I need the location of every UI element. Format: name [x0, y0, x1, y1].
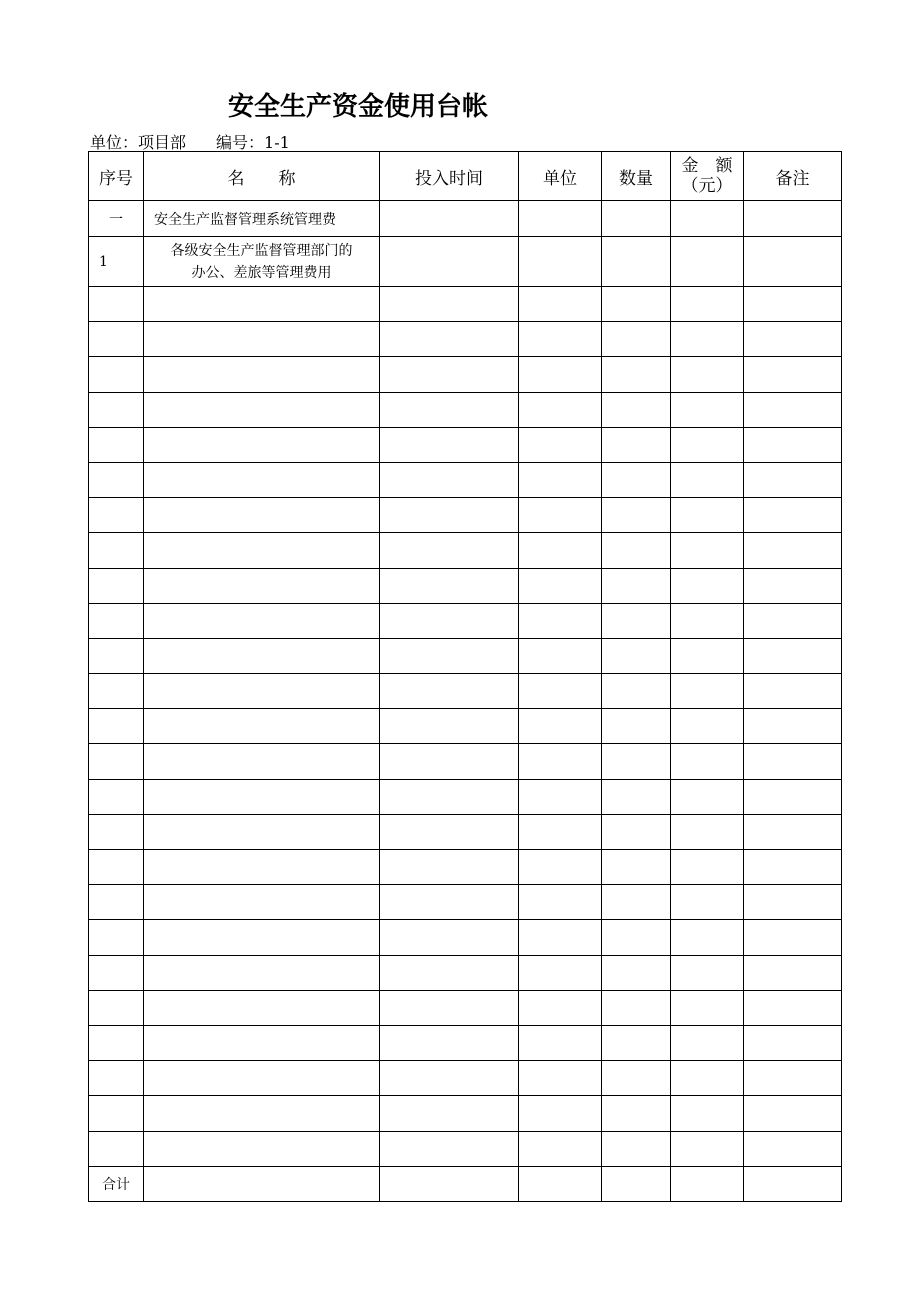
row-seq[interactable]	[89, 814, 144, 849]
row-seq[interactable]	[89, 498, 144, 533]
row-seq[interactable]	[89, 603, 144, 638]
row-remark[interactable]	[744, 885, 842, 920]
row-time[interactable]	[380, 779, 519, 814]
row-remark[interactable]	[744, 603, 842, 638]
row-unit[interactable]	[519, 920, 602, 955]
row-unit[interactable]	[519, 498, 602, 533]
row-seq[interactable]	[89, 850, 144, 885]
row-qty[interactable]	[602, 392, 671, 427]
row-amount[interactable]	[671, 814, 744, 849]
row-time[interactable]	[380, 287, 519, 322]
row-amount[interactable]	[671, 1131, 744, 1166]
row-qty[interactable]	[602, 674, 671, 709]
row-qty[interactable]	[602, 568, 671, 603]
table-row	[89, 779, 842, 814]
row-qty[interactable]	[602, 603, 671, 638]
row-time[interactable]	[380, 498, 519, 533]
row-name[interactable]	[144, 674, 380, 709]
row-name[interactable]	[144, 850, 380, 885]
row-remark[interactable]	[744, 357, 842, 392]
row-unit[interactable]	[519, 814, 602, 849]
row-amount[interactable]	[671, 533, 744, 568]
row-time[interactable]	[380, 955, 519, 990]
row-amount[interactable]	[671, 392, 744, 427]
unit-label: 单位：项目部	[90, 133, 187, 152]
row-amount[interactable]	[671, 201, 744, 237]
total-name[interactable]	[144, 1166, 380, 1201]
row-amount[interactable]	[671, 357, 744, 392]
row-amount[interactable]	[671, 709, 744, 744]
table-row	[89, 1131, 842, 1166]
row-name[interactable]	[144, 885, 380, 920]
row-qty[interactable]	[602, 850, 671, 885]
row-seq[interactable]	[89, 955, 144, 990]
total-time[interactable]	[380, 1166, 519, 1201]
table-row	[89, 237, 842, 287]
row-seq[interactable]	[89, 1061, 144, 1096]
row-qty[interactable]	[602, 201, 671, 237]
row-seq[interactable]	[89, 568, 144, 603]
table-row	[89, 322, 842, 357]
document-meta	[90, 130, 290, 153]
row-unit[interactable]	[519, 990, 602, 1025]
header-time: 投入时间	[380, 152, 519, 201]
ledger-table	[88, 151, 842, 1202]
row-seq[interactable]	[89, 392, 144, 427]
row-name[interactable]	[144, 1131, 380, 1166]
row-amount[interactable]	[671, 990, 744, 1025]
row-qty[interactable]	[602, 1025, 671, 1060]
header-amount-line2: （元）	[681, 176, 733, 196]
table-row	[89, 568, 842, 603]
header-row	[89, 152, 842, 201]
row-time[interactable]	[380, 237, 519, 287]
row-time[interactable]	[380, 638, 519, 673]
table-row	[89, 498, 842, 533]
row-qty[interactable]	[602, 990, 671, 1025]
row-unit[interactable]	[519, 392, 602, 427]
row-name[interactable]	[144, 322, 380, 357]
row-qty[interactable]	[602, 1131, 671, 1166]
row-seq[interactable]	[89, 779, 144, 814]
row-unit[interactable]	[519, 674, 602, 709]
row-qty[interactable]	[602, 779, 671, 814]
code-label: 编号：1-1	[216, 133, 290, 152]
row-time[interactable]	[380, 1131, 519, 1166]
row-amount[interactable]	[671, 498, 744, 533]
total-amount[interactable]	[671, 1166, 744, 1201]
row-unit[interactable]	[519, 1025, 602, 1060]
row-remark[interactable]	[744, 287, 842, 322]
row-seq: 一	[89, 201, 144, 237]
row-seq[interactable]	[89, 1131, 144, 1166]
row-remark[interactable]	[744, 1025, 842, 1060]
row-seq[interactable]	[89, 885, 144, 920]
header-qty: 数量	[602, 152, 671, 201]
row-seq[interactable]	[89, 638, 144, 673]
row-unit[interactable]	[519, 603, 602, 638]
row-remark[interactable]	[744, 990, 842, 1025]
row-remark[interactable]	[744, 237, 842, 287]
row-remark[interactable]	[744, 955, 842, 990]
row-name[interactable]	[144, 1096, 380, 1131]
table-row	[89, 709, 842, 744]
row-seq[interactable]	[89, 287, 144, 322]
row-remark[interactable]	[744, 779, 842, 814]
row-qty[interactable]	[602, 1061, 671, 1096]
row-amount[interactable]	[671, 462, 744, 497]
row-remark[interactable]	[744, 533, 842, 568]
header-name: 名 称	[144, 152, 380, 201]
row-unit[interactable]	[519, 237, 602, 287]
row-unit[interactable]	[519, 1131, 602, 1166]
row-seq[interactable]	[89, 462, 144, 497]
row-seq[interactable]	[89, 357, 144, 392]
row-name[interactable]	[144, 427, 380, 462]
row-amount[interactable]	[671, 920, 744, 955]
row-seq[interactable]	[89, 990, 144, 1025]
row-unit[interactable]	[519, 709, 602, 744]
row-time[interactable]	[380, 850, 519, 885]
table-row	[89, 392, 842, 427]
row-qty[interactable]	[602, 920, 671, 955]
row-amount[interactable]	[671, 603, 744, 638]
table-row	[89, 1096, 842, 1131]
row-name-line2: 办公、差旅等管理费用	[191, 264, 332, 281]
row-seq[interactable]	[89, 674, 144, 709]
table-row	[89, 955, 842, 990]
row-unit[interactable]	[519, 779, 602, 814]
row-remark[interactable]	[744, 462, 842, 497]
row-amount[interactable]	[671, 850, 744, 885]
total-unit[interactable]	[519, 1166, 602, 1201]
row-name[interactable]	[144, 1025, 380, 1060]
row-name[interactable]	[144, 603, 380, 638]
table-row	[89, 462, 842, 497]
row-remark[interactable]	[744, 322, 842, 357]
table-row	[89, 1061, 842, 1096]
table-row	[89, 674, 842, 709]
row-name-line1: 各级安全生产监督管理部门的	[170, 242, 353, 259]
row-seq[interactable]	[89, 920, 144, 955]
row-unit[interactable]	[519, 287, 602, 322]
row-name[interactable]	[144, 462, 380, 497]
total-label: 合计	[89, 1166, 144, 1201]
row-unit[interactable]	[519, 1096, 602, 1131]
row-amount[interactable]	[671, 322, 744, 357]
row-seq: 1	[89, 237, 144, 287]
table-row	[89, 287, 842, 322]
table-row	[89, 533, 842, 568]
row-unit[interactable]	[519, 1061, 602, 1096]
row-time[interactable]	[380, 603, 519, 638]
row-name	[144, 237, 380, 287]
row-remark[interactable]	[744, 498, 842, 533]
row-amount[interactable]	[671, 237, 744, 287]
table-row	[89, 885, 842, 920]
row-time[interactable]	[380, 1025, 519, 1060]
row-qty[interactable]	[602, 287, 671, 322]
total-qty[interactable]	[602, 1166, 671, 1201]
row-name[interactable]	[144, 568, 380, 603]
table-row	[89, 427, 842, 462]
row-remark[interactable]	[744, 1096, 842, 1131]
table-row	[89, 638, 842, 673]
row-remark[interactable]	[744, 674, 842, 709]
table-row	[89, 990, 842, 1025]
row-name[interactable]	[144, 638, 380, 673]
row-qty[interactable]	[602, 498, 671, 533]
row-qty[interactable]	[602, 462, 671, 497]
row-name[interactable]	[144, 709, 380, 744]
row-unit[interactable]	[519, 638, 602, 673]
row-name[interactable]	[144, 955, 380, 990]
row-seq[interactable]	[89, 427, 144, 462]
row-unit[interactable]	[519, 850, 602, 885]
row-amount[interactable]	[671, 1061, 744, 1096]
row-amount[interactable]	[671, 779, 744, 814]
row-time[interactable]	[380, 201, 519, 237]
total-remark[interactable]	[744, 1166, 842, 1201]
row-time[interactable]	[380, 1096, 519, 1131]
table-row	[89, 814, 842, 849]
row-name[interactable]	[144, 1061, 380, 1096]
table-row	[89, 1025, 842, 1060]
row-name[interactable]	[144, 392, 380, 427]
table-row	[89, 744, 842, 779]
row-amount[interactable]	[671, 885, 744, 920]
row-remark[interactable]	[744, 427, 842, 462]
row-seq[interactable]	[89, 744, 144, 779]
row-unit[interactable]	[519, 885, 602, 920]
row-time[interactable]	[380, 920, 519, 955]
row-name[interactable]	[144, 533, 380, 568]
total-row	[89, 1166, 842, 1201]
table-row	[89, 920, 842, 955]
row-time[interactable]	[380, 885, 519, 920]
row-qty[interactable]	[602, 427, 671, 462]
table-row	[89, 850, 842, 885]
row-qty[interactable]	[602, 322, 671, 357]
row-amount[interactable]	[671, 1096, 744, 1131]
row-qty[interactable]	[602, 638, 671, 673]
row-unit[interactable]	[519, 201, 602, 237]
row-amount[interactable]	[671, 427, 744, 462]
row-qty[interactable]	[602, 709, 671, 744]
row-time[interactable]	[380, 392, 519, 427]
row-time[interactable]	[380, 990, 519, 1025]
row-amount[interactable]	[671, 1025, 744, 1060]
row-time[interactable]	[380, 322, 519, 357]
header-unit: 单位	[519, 152, 602, 201]
row-seq[interactable]	[89, 533, 144, 568]
row-name[interactable]	[144, 357, 380, 392]
header-seq: 序号	[89, 152, 144, 201]
table-row	[89, 603, 842, 638]
row-time[interactable]	[380, 427, 519, 462]
row-unit[interactable]	[519, 955, 602, 990]
table-row	[89, 201, 842, 237]
row-unit[interactable]	[519, 357, 602, 392]
row-unit[interactable]	[519, 533, 602, 568]
row-qty[interactable]	[602, 814, 671, 849]
table-row	[89, 357, 842, 392]
row-unit[interactable]	[519, 427, 602, 462]
row-remark[interactable]	[744, 850, 842, 885]
row-amount[interactable]	[671, 287, 744, 322]
row-remark[interactable]	[744, 744, 842, 779]
row-seq[interactable]	[89, 1025, 144, 1060]
row-name[interactable]	[144, 744, 380, 779]
row-remark[interactable]	[744, 201, 842, 237]
row-remark[interactable]	[744, 709, 842, 744]
row-name[interactable]	[144, 498, 380, 533]
row-remark[interactable]	[744, 814, 842, 849]
row-qty[interactable]	[602, 533, 671, 568]
row-time[interactable]	[380, 1061, 519, 1096]
row-remark[interactable]	[744, 920, 842, 955]
row-name: 安全生产监督管理系统管理费	[144, 201, 380, 237]
row-name[interactable]	[144, 779, 380, 814]
row-seq[interactable]	[89, 1096, 144, 1131]
row-name[interactable]	[144, 814, 380, 849]
row-amount[interactable]	[671, 568, 744, 603]
row-time[interactable]	[380, 462, 519, 497]
row-name[interactable]	[144, 920, 380, 955]
row-remark[interactable]	[744, 392, 842, 427]
row-qty[interactable]	[602, 1096, 671, 1131]
row-amount[interactable]	[671, 744, 744, 779]
header-amount	[671, 152, 744, 201]
page-title: 安全生产资金使用台帐	[228, 92, 489, 122]
row-seq[interactable]	[89, 322, 144, 357]
row-time[interactable]	[380, 568, 519, 603]
header-amount-line1: 金 额	[681, 156, 733, 176]
row-unit[interactable]	[519, 744, 602, 779]
row-unit[interactable]	[519, 322, 602, 357]
row-time[interactable]	[380, 357, 519, 392]
header-remark: 备注	[744, 152, 842, 201]
row-amount[interactable]	[671, 955, 744, 990]
row-qty[interactable]	[602, 885, 671, 920]
row-remark[interactable]	[744, 1061, 842, 1096]
row-time[interactable]	[380, 533, 519, 568]
row-qty[interactable]	[602, 357, 671, 392]
row-name[interactable]	[144, 287, 380, 322]
row-name[interactable]	[144, 990, 380, 1025]
row-qty[interactable]	[602, 955, 671, 990]
row-unit[interactable]	[519, 568, 602, 603]
row-qty[interactable]	[602, 237, 671, 287]
row-remark[interactable]	[744, 638, 842, 673]
row-remark[interactable]	[744, 1131, 842, 1166]
row-time[interactable]	[380, 814, 519, 849]
row-amount[interactable]	[671, 638, 744, 673]
row-qty[interactable]	[602, 744, 671, 779]
row-time[interactable]	[380, 674, 519, 709]
row-remark[interactable]	[744, 568, 842, 603]
row-amount[interactable]	[671, 674, 744, 709]
row-seq[interactable]	[89, 709, 144, 744]
row-unit[interactable]	[519, 462, 602, 497]
row-time[interactable]	[380, 744, 519, 779]
row-time[interactable]	[380, 709, 519, 744]
